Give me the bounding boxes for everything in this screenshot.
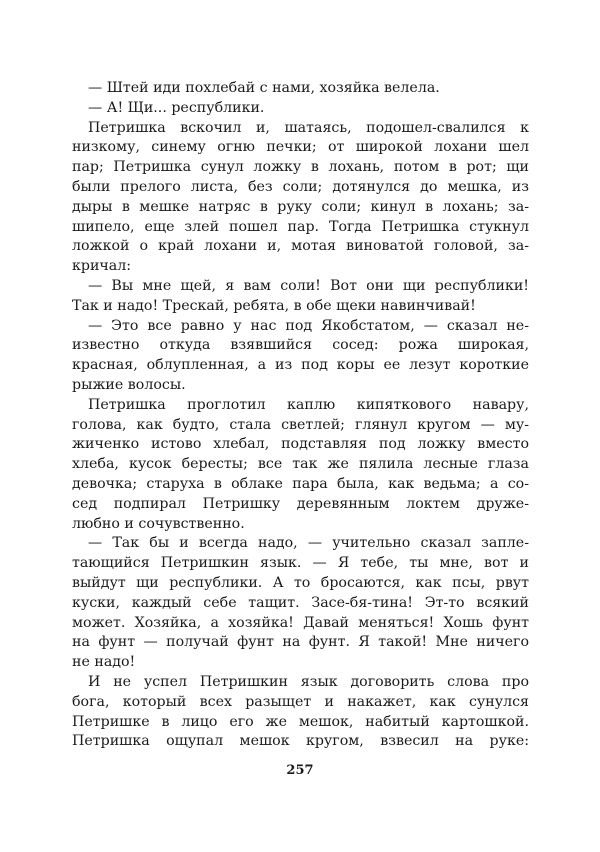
text-line: девочка; старуха в облаке пара была, как ведьма; а со- bbox=[72, 475, 529, 492]
paragraph bbox=[72, 534, 529, 673]
text-line: может. Хозяйка, а хозяйка! Давай меняться! Хошь фунт bbox=[72, 614, 529, 631]
text-line: шипело, еще злей пошел пар. Тогда Петришка стукнул bbox=[72, 218, 529, 235]
text-line: низкому, синему огню печки; от широкой лохани шел bbox=[72, 139, 529, 156]
text-line: рыжие волосы. bbox=[72, 376, 186, 393]
text-line: дыры в мешке натряс в руку соли; кинул в лохань; за- bbox=[72, 198, 529, 215]
text-line: И не успел Петришкин язык договорить слова про bbox=[88, 673, 529, 690]
text-line: хлеба, кусок бересты; все так же пялила лесные глаза bbox=[72, 456, 529, 473]
text-line: Петришке в лицо его же мешок, набитый картошкой. bbox=[72, 713, 529, 730]
text-line: — Это все равно у нас под Якобстатом, — сказал не- bbox=[88, 317, 529, 334]
paragraph bbox=[72, 277, 529, 317]
text-line: пар; Петришка сунул ложку в лохань, потом в рот; щи bbox=[72, 159, 529, 176]
text-line: любно и сочувственно. bbox=[72, 515, 245, 532]
text-line: — Вы мне щей, я вам соли! Вот они щи республики! bbox=[88, 277, 529, 294]
text-line: кричал: bbox=[72, 258, 132, 275]
text-line: ложкой о край лохани и, мотая виноватой головой, за- bbox=[72, 238, 529, 255]
paragraph bbox=[72, 317, 529, 396]
text-line: выйдут щи республики. А то бросаются, как псы, рвут bbox=[72, 574, 529, 591]
text-line: были прелого листа, без соли; дотянулся до мешка, из bbox=[72, 178, 529, 195]
text-line: Петришка проглотил каплю кипяткового навару, bbox=[88, 396, 529, 413]
paragraph bbox=[72, 396, 529, 535]
text-line: бога, который всех разыщет и накажет, как сунулся bbox=[72, 693, 529, 710]
paragraph bbox=[72, 673, 529, 752]
text-line: Так и надо! Трескай, ребята, в обе щеки навинчивай! bbox=[72, 297, 476, 314]
paragraph bbox=[72, 119, 529, 277]
text-line: не надо! bbox=[72, 654, 136, 671]
text-line: тающийся Петришкин язык. — Я тебе, ты мне, вот и bbox=[72, 555, 529, 572]
text-line: — Штей иди похлебай с нами, хозяйка велела. bbox=[88, 80, 440, 96]
text-line: куски, каждый себе тащит. Засе-бя-тина! Эт-то всякий bbox=[72, 594, 529, 611]
text-line: красная, облупленная, а из под коры ее лезут короткие bbox=[72, 357, 529, 374]
paragraph bbox=[72, 79, 529, 99]
text-line: жиченко истово хлебал, подставляя под ложку вместо bbox=[72, 436, 529, 453]
paragraph bbox=[72, 99, 529, 119]
page-body-text bbox=[72, 79, 529, 752]
text-line: известно откуда взявшийся сосед: рожа широкая, bbox=[72, 337, 529, 354]
text-line: — Так бы и всегда надо, — учительно сказал запле- bbox=[88, 535, 529, 552]
text-line: Петришка ощупал мешок кругом, взвесил на руке: bbox=[72, 733, 529, 750]
page-number: 257 bbox=[286, 763, 314, 778]
text-line: голова, как будто, стала светлей; глянул кругом — му- bbox=[72, 416, 529, 433]
text-line: Петришка вскочил и, шатаясь, подошел-свалился к bbox=[88, 119, 529, 136]
text-line: на фунт — получай фунт на фунт. Я такой! Мне ничего bbox=[72, 634, 529, 651]
text-line: сед подпирал Петришку деревянным локтем друже- bbox=[72, 495, 529, 512]
text-line: — А! Щи... республики. bbox=[88, 99, 265, 116]
